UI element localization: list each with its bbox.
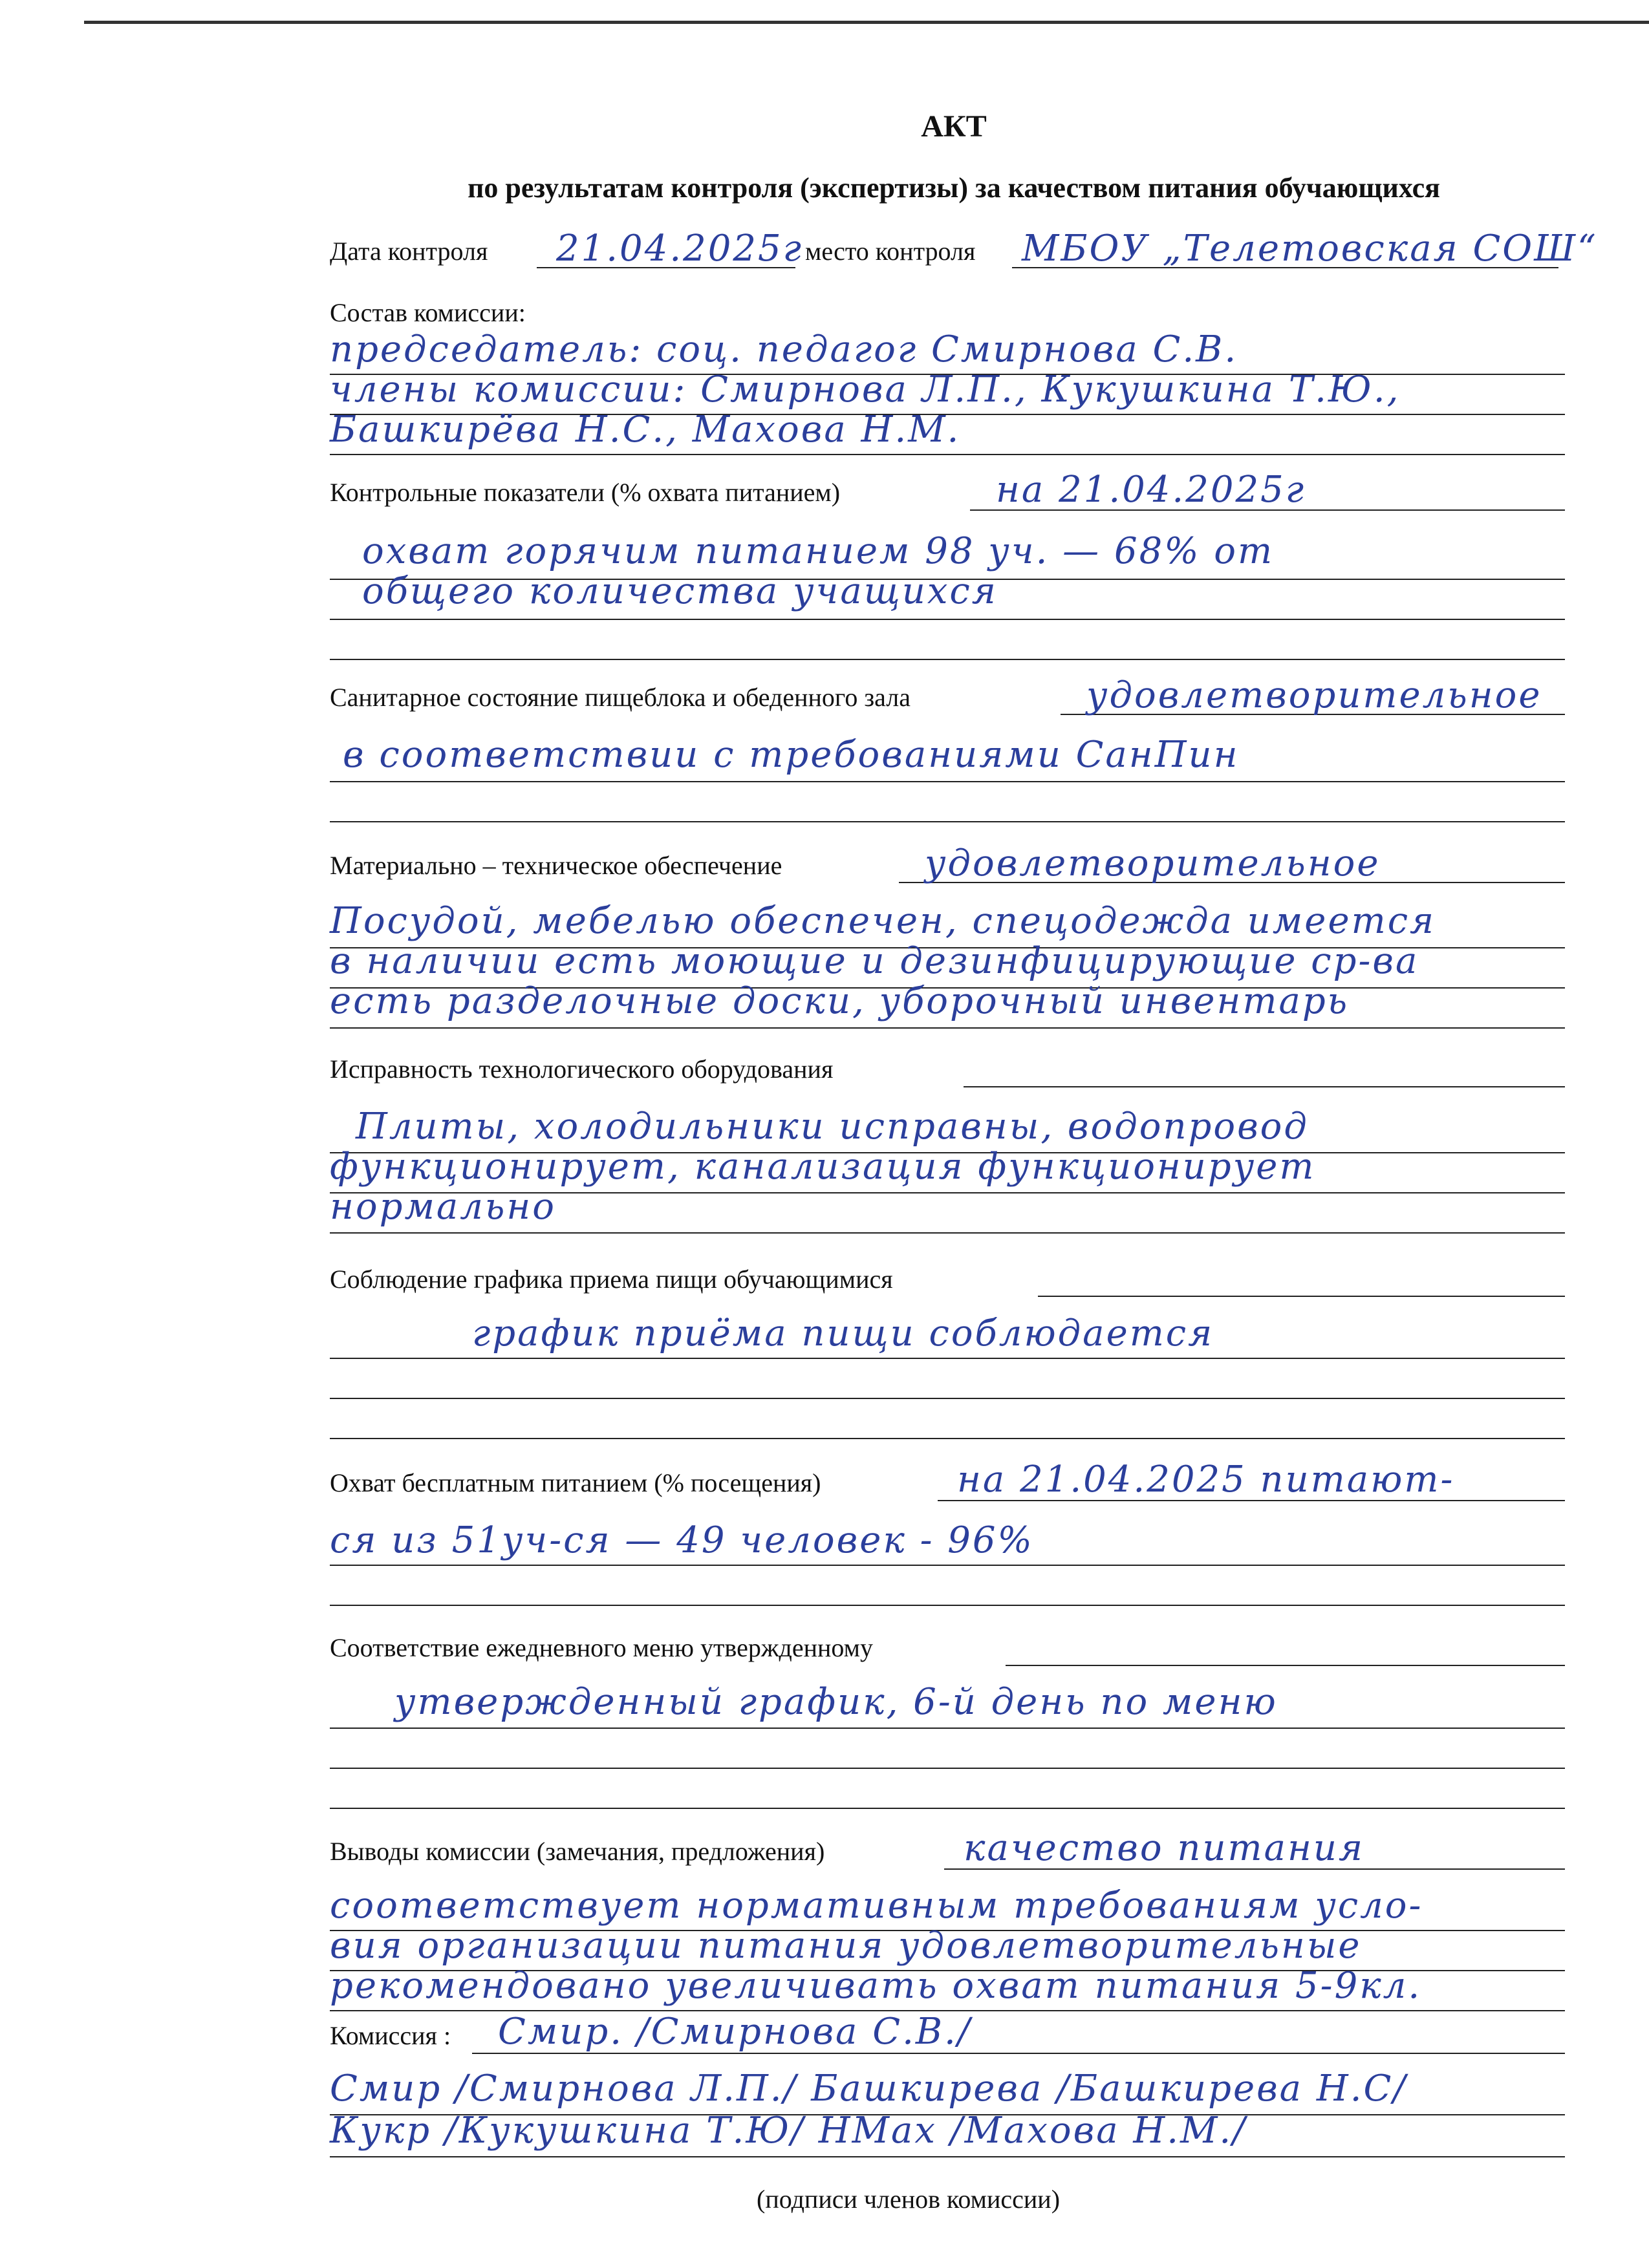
free-meal-value: на 21.04.2025 питают- [957, 1459, 1455, 1501]
date-value: 21.04.2025г [556, 228, 803, 270]
indicators-line: общего количества учащихся [362, 570, 998, 612]
equipment-label: Исправность технологического оборудования [330, 1054, 834, 1084]
equipment-line: нормально [330, 1186, 557, 1228]
material-line: Посудой, мебелью обеспечен, спецодежда имеется [330, 900, 1436, 942]
indicators-value: на 21.04.2025г [996, 469, 1306, 511]
rule [330, 1398, 1565, 1399]
equipment-line: Плиты, холодильники исправны, водопровод [356, 1106, 1309, 1148]
material-line: в наличии есть моющие и дезинфицирующие ср-ва [330, 940, 1419, 982]
sanitary-label: Санитарное состояние пищеблока и обеденного зала [330, 683, 911, 712]
sanitary-line: в соответствии с требованиями СанПин [343, 734, 1240, 776]
rule [1006, 1665, 1565, 1666]
menu-line: утвержденный график, 6-й день по меню [394, 1681, 1278, 1723]
commission-line: члены комиссии: Смирнова Л.П., Кукушкина Т.Ю., [330, 369, 1401, 411]
signatures-caption: (подписи членов комиссии) [757, 2185, 1061, 2214]
rule [330, 1768, 1565, 1769]
place-value: МБОУ „Телетовская СОШ“ [1022, 228, 1598, 270]
place-label: место контроля [805, 237, 976, 266]
schedule-label: Соблюдение графика приема пищи обучающимися [330, 1265, 893, 1294]
rule [330, 1027, 1565, 1029]
rule [330, 1808, 1565, 1809]
conclusions-line: вия организации питания удовлетворительные [330, 1925, 1362, 1967]
rule [330, 781, 1565, 782]
rule [330, 1358, 1565, 1359]
indicators-label: Контрольные показатели (% охвата питанием) [330, 478, 841, 507]
signatures-label: Комиссия : [330, 2021, 451, 2050]
document-subtitle: по результатам контроля (экспертизы) за качеством питания обучающихся [468, 172, 1440, 204]
rule [330, 659, 1565, 660]
signature-line: Смир. /Смирнова С.В./ [498, 2011, 972, 2053]
commission-label: Состав комиссии: [330, 298, 526, 327]
sanitary-value: удовлетворительное [1086, 674, 1542, 716]
rule [330, 821, 1565, 822]
rule [330, 454, 1565, 455]
rule [964, 1086, 1565, 1087]
schedule-line: график приёма пищи соблюдается [472, 1312, 1214, 1354]
conclusions-value: качество питания [964, 1827, 1365, 1869]
conclusions-line: рекомендовано увеличивать охват питания 5-9кл. [330, 1965, 1422, 2007]
material-label: Материально – техническое обеспечение [330, 851, 782, 880]
rule [330, 619, 1565, 620]
material-line: есть разделочные доски, уборочный инвентарь [330, 980, 1350, 1022]
conclusions-line: соответствует нормативным требованиям усло- [330, 1885, 1423, 1927]
rule [472, 2053, 1565, 2054]
rule [1038, 1296, 1565, 1297]
material-value: удовлетворительное [925, 842, 1381, 884]
commission-line: председатель: соц. педагог Смирнова С.В. [330, 328, 1238, 370]
rule [330, 2156, 1565, 2157]
rule [330, 1565, 1565, 1566]
commission-line: Башкирёва Н.С., Махова Н.М. [330, 409, 961, 451]
rule [330, 1438, 1565, 1439]
menu-label: Соответствие ежедневного меню утвержденному [330, 1633, 873, 1662]
date-label: Дата контроля [330, 237, 488, 266]
rule [330, 1605, 1565, 1606]
equipment-line: функционирует, канализация функционирует [330, 1146, 1316, 1188]
top-rule [84, 21, 1649, 24]
signature-line: Кукр /Кукушкина Т.Ю/ НМах /Махова Н.М./ [330, 2110, 1247, 2152]
free-meal-label: Охват бесплатным питанием (% посещения) [330, 1468, 821, 1497]
rule [330, 1728, 1565, 1729]
signature-line: Смир /Смирнова Л.П./ Башкирева /Башкирева Н.С/ [330, 2068, 1408, 2110]
document-title: АКТ [921, 109, 987, 144]
indicators-line: охват горячим питанием 98 уч. — 68% от [362, 530, 1275, 572]
rule [330, 1232, 1565, 1234]
free-meal-line: ся из 51уч-ся — 49 человек - 96% [330, 1519, 1034, 1561]
conclusions-label: Выводы комиссии (замечания, предложения) [330, 1837, 825, 1866]
